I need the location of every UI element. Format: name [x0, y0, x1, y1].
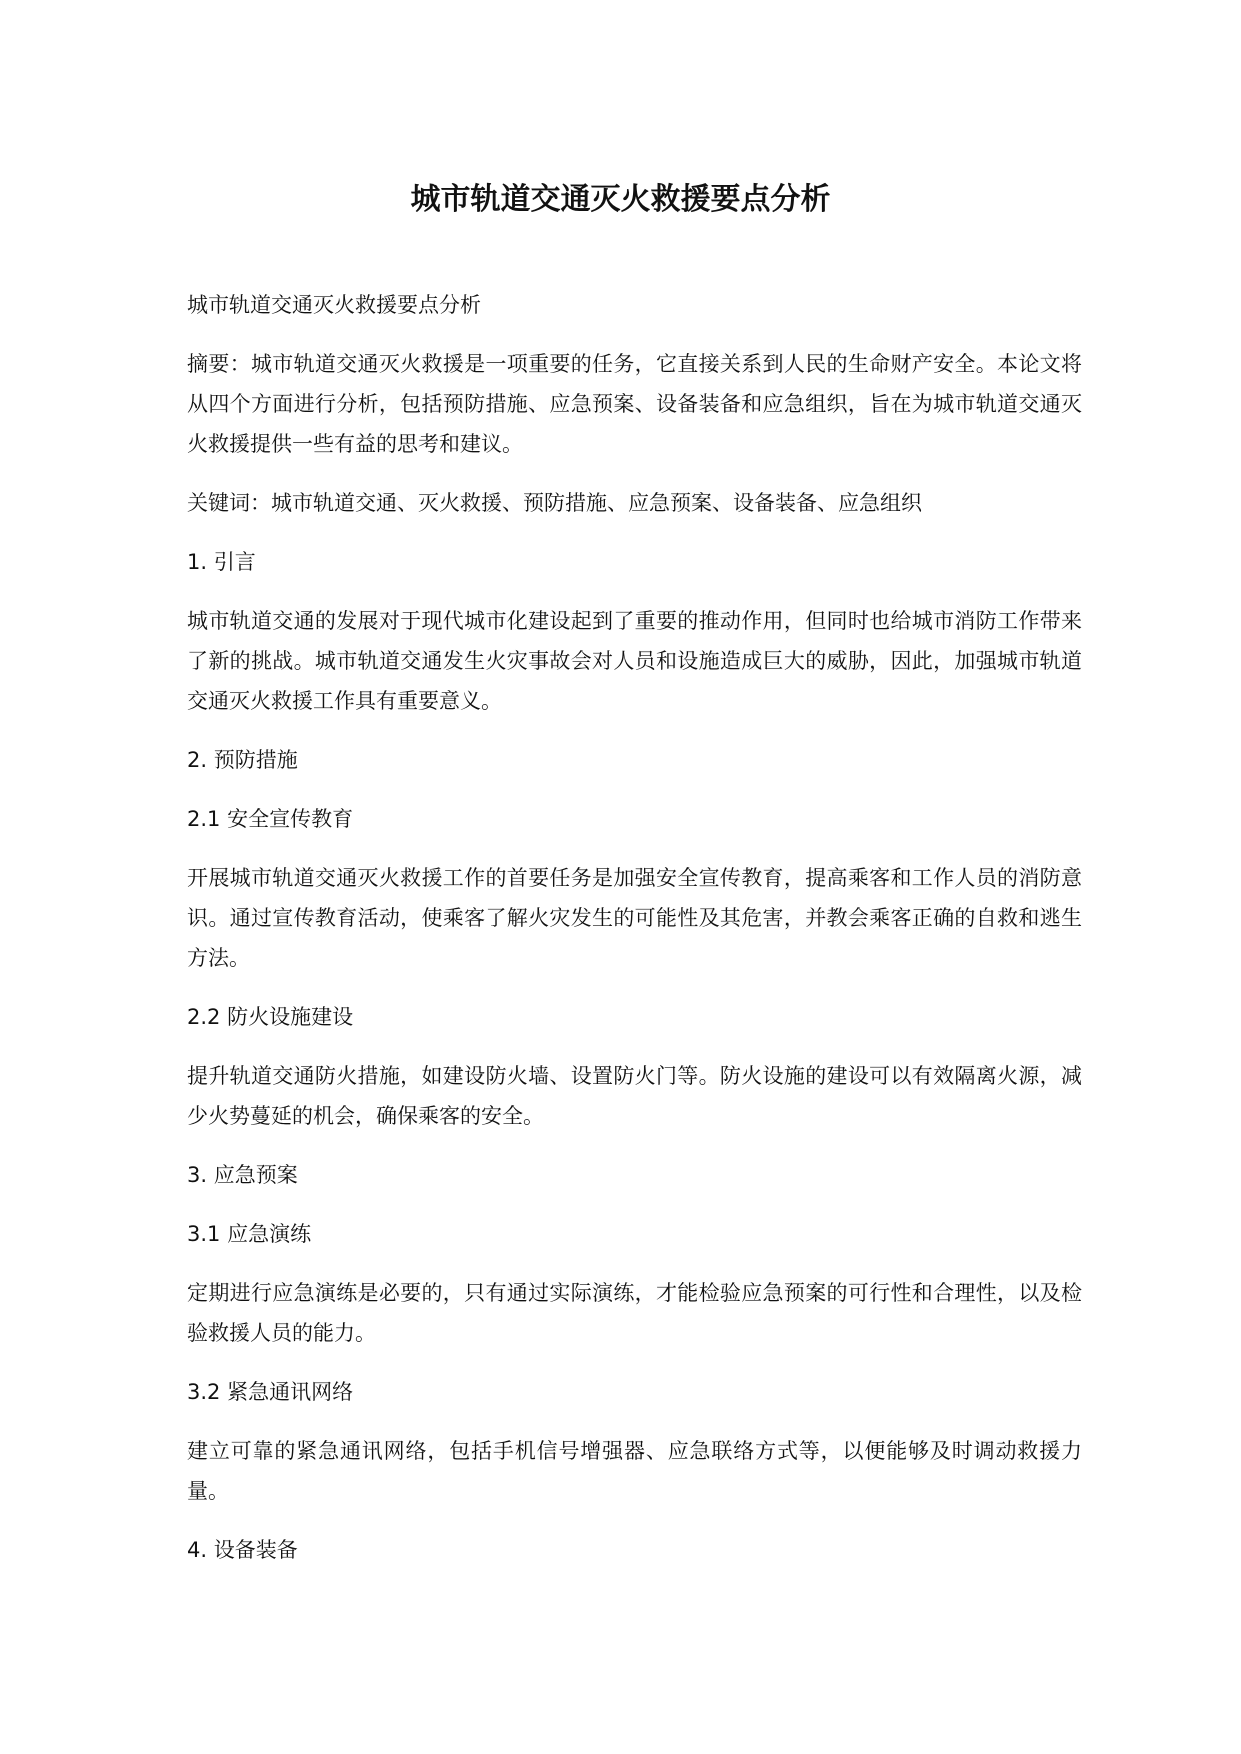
section-heading-introduction: 1. 引言: [187, 550, 256, 574]
safety-education-paragraph: 开展城市轨道交通灭火救援工作的首要任务是加强安全宣传教育，提高乘客和工作人员的消防意识。通过宣传教育活动，使乘客了解火灾发生的可能性及其危害，并教会乘客正确的自救和逃生方法。: [187, 866, 1082, 970]
section-heading-equipment: 4. 设备装备: [187, 1538, 298, 1562]
abstract-paragraph: 摘要：城市轨道交通灭火救援是一项重要的任务，它直接关系到人民的生命财产安全。本论文将从四个方面进行分析，包括预防措施、应急预案、设备装备和应急组织，旨在为城市轨道交通灭火救援提供一些有益的思考和建议。: [187, 352, 1082, 456]
subsection-heading-emergency-drill: 3.1 应急演练: [187, 1222, 312, 1246]
subsection-heading-fire-facilities: 2.2 防火设施建设: [187, 1005, 354, 1029]
introduction-paragraph: 城市轨道交通的发展对于现代城市化建设起到了重要的推动作用，但同时也给城市消防工作带来了新的挑战。城市轨道交通发生火灾事故会对人员和设施造成巨大的威胁，因此，加强城市轨道交通灭火救援工作具有重要意义。: [187, 609, 1082, 713]
emergency-drill-paragraph: 定期进行应急演练是必要的，只有通过实际演练，才能检验应急预案的可行性和合理性，以及检验救援人员的能力。: [187, 1281, 1082, 1345]
subsection-heading-safety-education: 2.1 安全宣传教育: [187, 807, 354, 831]
document-body: [187, 285, 1082, 1570]
section-heading-emergency-plan: 3. 应急预案: [187, 1163, 298, 1187]
section-heading-prevention: 2. 预防措施: [187, 748, 298, 772]
document-title: 城市轨道交通灭火救援要点分析: [410, 182, 831, 217]
communication-network-paragraph: 建立可靠的紧急通讯网络，包括手机信号增强器、应急联络方式等，以便能够及时调动救援力量。: [187, 1439, 1082, 1503]
subtitle-paragraph: 城市轨道交通灭火救援要点分析: [187, 293, 481, 317]
subsection-heading-communication-network: 3.2 紧急通讯网络: [187, 1380, 354, 1404]
fire-facilities-paragraph: 提升轨道交通防火措施，如建设防火墙、设置防火门等。防火设施的建设可以有效隔离火源，减少火势蔓延的机会，确保乘客的安全。: [187, 1064, 1082, 1128]
keywords-paragraph: 关键词：城市轨道交通、灭火救援、预防措施、应急预案、设备装备、应急组织: [187, 491, 922, 515]
